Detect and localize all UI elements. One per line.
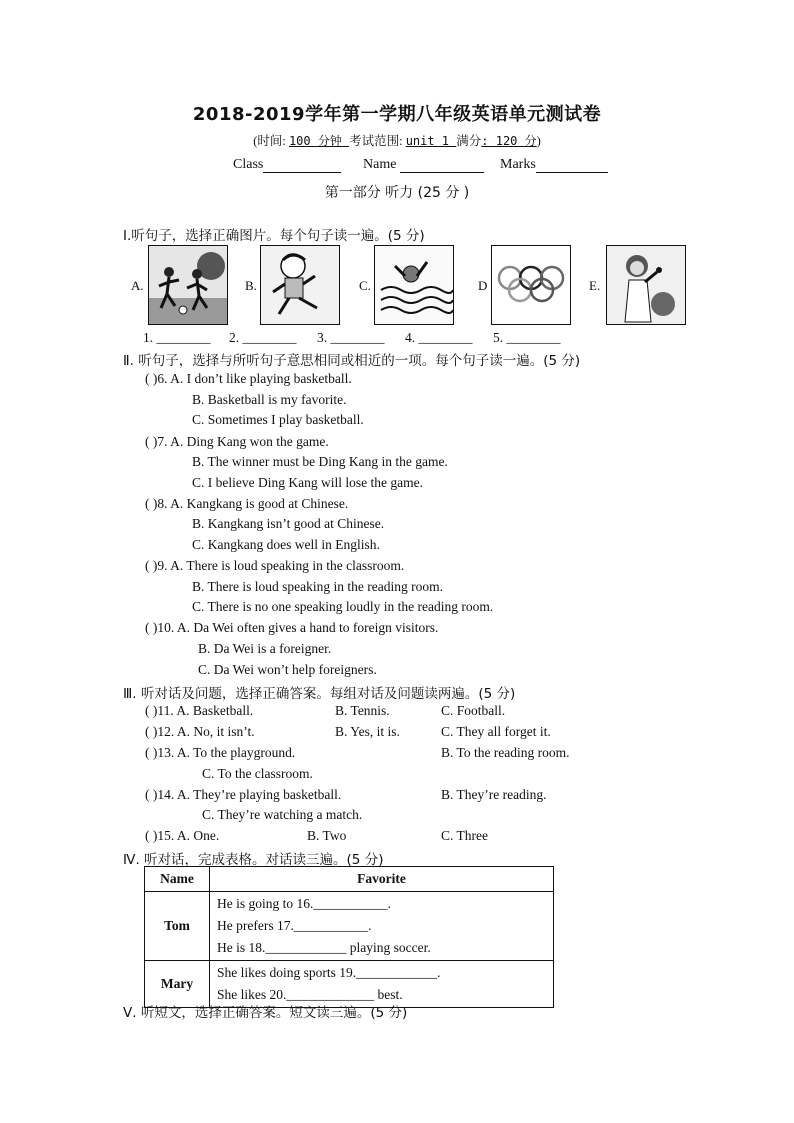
answer-blank-2[interactable]: 2. ________ [229, 330, 297, 345]
marks-label: Marks [500, 157, 536, 172]
question-8-a[interactable]: ( )8. A. Kangkang is good at Chinese. [145, 496, 349, 511]
exam-meta [0, 131, 794, 149]
question-7-a[interactable]: ( )7. A. Ding Kang won the game. [145, 434, 329, 449]
olympic-rings-image [491, 245, 571, 325]
question-14-a[interactable]: ( )14. A. They’re playing basketball. [145, 787, 342, 802]
answer-blank-5[interactable]: 5. ________ [493, 330, 561, 345]
question-12-b[interactable]: B. Yes, it is. [335, 724, 400, 739]
time-prefix: (时间: [253, 134, 289, 148]
question-12-c[interactable]: C. They all forget it. [441, 724, 551, 739]
exam-title: 2018-2019学年第一学期八年级英语单元测试卷 [192, 104, 602, 125]
pic-label-d: D [478, 278, 488, 293]
question-9-b[interactable]: B. There is loud speaking in the reading room. [192, 579, 443, 594]
question-12-a[interactable]: ( )12. A. No, it isn’t. [145, 724, 255, 739]
tom-line-18[interactable]: He is 18.____________ playing soccer. [217, 940, 431, 955]
class-blank[interactable] [263, 158, 341, 173]
row-name-tom: Tom [145, 892, 210, 961]
row-tom-favorites [210, 892, 554, 961]
section2-heading: Ⅱ. 听句子，选择与所听句子意思相同或相近的一项。每个句子读一遍。(5 分) [123, 353, 581, 369]
question-10-a[interactable]: ( )10. A. Da Wei often gives a hand to foreign visitors. [145, 620, 439, 635]
full-value: : 120 分 [481, 134, 537, 148]
pic-label-c: C. [359, 278, 371, 293]
question-11-c[interactable]: C. Football. [441, 703, 506, 718]
part-heading: 第一部分 听力 (25 分 ) [324, 185, 470, 201]
name-blank[interactable] [400, 158, 484, 173]
scope-value: unit 1 [405, 134, 457, 148]
name-label: Name [363, 157, 397, 172]
question-10-c[interactable]: C. Da Wei won’t help foreigners. [198, 662, 377, 677]
question-13-a[interactable]: ( )13. A. To the playground. [145, 745, 296, 760]
name-field [363, 157, 484, 173]
question-13-c[interactable]: C. To the classroom. [202, 766, 313, 781]
question-11-b[interactable]: B. Tennis. [335, 703, 390, 718]
pic-label-e: E. [589, 278, 601, 293]
question-8-c[interactable]: C. Kangkang does well in English. [192, 537, 380, 552]
question-6-c[interactable]: C. Sometimes I play basketball. [192, 412, 364, 427]
class-label: Class [233, 157, 264, 172]
header-name: Name [145, 867, 210, 892]
question-15-a[interactable]: ( )15. A. One. [145, 828, 220, 843]
tom-line-16[interactable]: He is going to 16.___________. [217, 896, 391, 911]
meta-close: ) [536, 134, 541, 148]
class-field [233, 157, 341, 173]
favorite-table [144, 866, 554, 1008]
answer-blank-4[interactable]: 4. ________ [405, 330, 473, 345]
question-6-a[interactable]: ( )6. A. I don’t like playing basketball. [145, 371, 352, 386]
answer-blank-1[interactable]: 1. ________ [143, 330, 211, 345]
question-10-b[interactable]: B. Da Wei is a foreigner. [198, 641, 332, 656]
swimmer-image [374, 245, 454, 325]
section4-heading: Ⅳ. 听对话，完成表格。对话读三遍。(5 分) [123, 852, 384, 868]
question-15-b[interactable]: B. Two [307, 828, 347, 843]
singer-image [606, 245, 686, 325]
time-value: 100 分钟 [288, 134, 350, 148]
question-9-a[interactable]: ( )9. A. There is loud speaking in the classroom. [145, 558, 405, 573]
section5-heading: Ⅴ. 听短文，选择正确答案。短文读三遍。(5 分) [123, 1005, 408, 1021]
running-boy-image [260, 245, 340, 325]
scope-prefix: 考试范围: [349, 134, 406, 148]
header-favorite: Favorite [210, 867, 554, 892]
question-11-a[interactable]: ( )11. A. Basketball. [145, 703, 254, 718]
question-14-b[interactable]: B. They’re reading. [441, 787, 547, 802]
question-7-b[interactable]: B. The winner must be Ding Kang in the game. [192, 454, 448, 469]
marks-blank[interactable] [536, 158, 608, 173]
answer-blank-3[interactable]: 3. ________ [317, 330, 385, 345]
pic-label-a: A. [131, 278, 144, 293]
mary-line-20[interactable]: She likes 20._____________ best. [217, 987, 403, 1002]
marks-field [500, 157, 608, 173]
question-14-c[interactable]: C. They’re watching a match. [202, 807, 363, 822]
section1-heading: Ⅰ.听句子，选择正确图片。每个句子读一遍。(5 分) [123, 228, 425, 244]
table-row [145, 892, 554, 961]
soccer-players-image [148, 245, 228, 325]
question-7-c[interactable]: C. I believe Ding Kang will lose the game. [192, 475, 423, 490]
row-name-mary: Mary [145, 961, 210, 1008]
question-15-c[interactable]: C. Three [441, 828, 488, 843]
question-9-c[interactable]: C. There is no one speaking loudly in the reading room. [192, 599, 494, 614]
section3-heading: Ⅲ. 听对话及问题，选择正确答案。每组对话及问题读两遍。(5 分) [123, 686, 516, 702]
full-prefix: 满分 [456, 134, 482, 148]
question-6-b[interactable]: B. Basketball is my favorite. [192, 392, 347, 407]
pic-label-b: B. [245, 278, 257, 293]
question-8-b[interactable]: B. Kangkang isn’t good at Chinese. [192, 516, 385, 531]
table-header-row [145, 867, 554, 892]
mary-line-19[interactable]: She likes doing sports 19.____________. [217, 965, 441, 980]
question-13-b[interactable]: B. To the reading room. [441, 745, 570, 760]
tom-line-17[interactable]: He prefers 17.___________. [217, 918, 372, 933]
